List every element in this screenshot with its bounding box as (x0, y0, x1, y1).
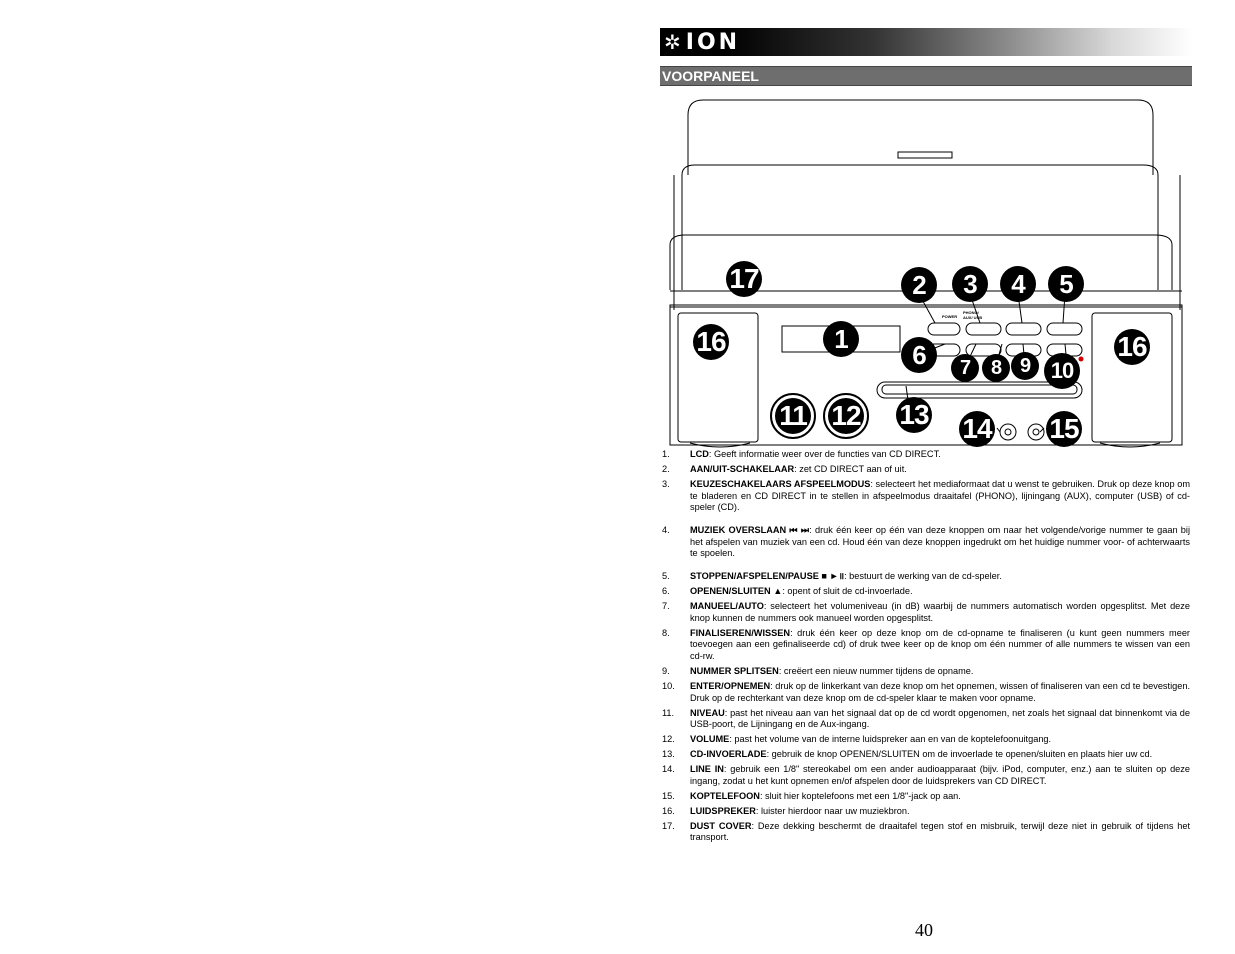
ion-logo (664, 29, 740, 56)
section-title: VOORPANEEL (662, 68, 759, 84)
callout-2: 2 (901, 267, 937, 303)
callout-9: 9 (1011, 352, 1039, 380)
header-bar (660, 28, 1192, 56)
section-bar (660, 66, 1192, 86)
phono-aux-panel-label: PHONO/ AUX/ USB (963, 310, 983, 320)
front-panel-diagram (660, 95, 1192, 450)
callout-17: 17 (726, 261, 762, 297)
list-item: 13. CD-INVOERLADE: gebruik de knop OPENEN/SLUITEN om de invoerlade te openen/sluiten en plaats hier uw cd. (662, 749, 1153, 760)
callout-5: 5 (1048, 266, 1084, 302)
list-item: 11. NIVEAU: past het niveau aan van het signaal dat op de cd wordt opgenomen, net zoals het signaal dat binnenkomt via de USB-poort, de Lijningang en de Aux-ingang. (662, 707, 1190, 730)
callout-11: 11 (775, 398, 811, 434)
list-item: 17. DUST COVER: Deze dekking beschermt de draaitafel tegen stof en misbruik, terwijl deze niet in gebruik of tijdens het transport. (662, 820, 1190, 843)
list-item: 8. FINALISEREN/WISSEN: druk één keer op deze knop om de cd-opname te finaliseren (u kunt geen nummers meer toevoegen aan een gefinaliseerde cd) of druk twee keer op de knop om één nummer of alle nummers te wissen van een cd-rw. (662, 627, 1190, 662)
star-icon: ✲ (664, 30, 684, 54)
callout-7: 7 (951, 354, 979, 382)
power-panel-label: POWER (942, 314, 958, 319)
callout-15: 15 (1046, 411, 1082, 447)
callout-4: 4 (1000, 266, 1036, 302)
feature-list (662, 449, 1190, 847)
list-item: 6. OPENEN/SLUITEN ▲: opent of sluit de cd-invoerlade. (662, 586, 913, 597)
list-item: 4. MUZIEK OVERSLAAN ⏮ ⏭: druk één keer op één van deze knoppen om naar het volgende/vorige nummer te gaan bij het afspelen van muziek van een cd. Houd één van deze knoppen ingedrukt om het huidige nummer voor- of achterwaarts te spoelen. (662, 525, 1190, 559)
list-item: 7. MANUEEL/AUTO: selecteert het volumeniveau (in dB) waarbij de nummers automatisch worden opgesplitst. Met deze knop kunnen de nummers ook manueel worden opgesplitst. (662, 601, 1190, 623)
page-number: 40 (915, 920, 933, 940)
callout-6: 6 (901, 337, 937, 373)
list-item: 3. KEUZESCHAKELAARS AFSPEELMODUS: selecteert het mediaformaat dat u wenst te gebruiken. Druk op deze knop om te bladeren en CD DIRECT in te stellen in afspeelmodus draaitafel (PHONO), lijningang (AUX), computer (USB) of cd-speler (CD). (662, 478, 1190, 513)
callout-16-right: 16 (1114, 329, 1150, 365)
callout-13: 13 (896, 397, 932, 433)
spacer (662, 517, 1190, 525)
list-item: 2. AAN/UIT-SCHAKELAAR: zet CD DIRECT aan of uit. (662, 463, 907, 474)
callout-14: 14 (959, 411, 995, 447)
callout-1: 1 (823, 321, 859, 357)
callout-10: 10 (1044, 353, 1080, 389)
list-item: 14. LINE IN: gebruik een 1/8" stereokabel om een ander audioapparaat (bijv. iPod, computer, enz.) aan te sluiten op deze ingang, zodat u het kunt opnemen en/of afspelen door de luidsprekers van CD DIRECT. (662, 764, 1190, 786)
list-item: 10. ENTER/OPNEMEN: druk op de linkerkant van deze knop om het opnemen, wissen of finaliseren van een cd te bevestigen. Druk op de rechterkant van deze knop om de cd-speler klaar te maken voor opname. (662, 681, 1190, 703)
callout-8: 8 (982, 354, 1010, 382)
spacer (662, 563, 1190, 571)
callout-3: 3 (952, 266, 988, 302)
callout-12: 12 (828, 398, 864, 434)
callout-16-left: 16 (693, 324, 729, 360)
list-item: 1. LCD: Geeft informatie weer over de functies van CD DIRECT. (662, 449, 941, 459)
list-item: 12. VOLUME: past het volume van de interne luidspreker aan en van de koptelefoonuitgang. (662, 734, 1052, 745)
list-item: 15. KOPTELEFOON: sluit hier koptelefoons met een 1/8"-jack op aan. (662, 790, 961, 801)
logo-text: ION (685, 30, 741, 55)
list-item: 16. LUIDSPREKER: luister hierdoor naar uw muziekbron. (662, 805, 910, 816)
list-item: 5. STOPPEN/AFSPELEN/PAUSE ■ ►॥: bestuurt de werking van de cd-speler. (662, 571, 1002, 582)
list-item: 9. NUMMER SPLITSEN: creëert een nieuw nummer tijdens de opname. (662, 666, 974, 677)
